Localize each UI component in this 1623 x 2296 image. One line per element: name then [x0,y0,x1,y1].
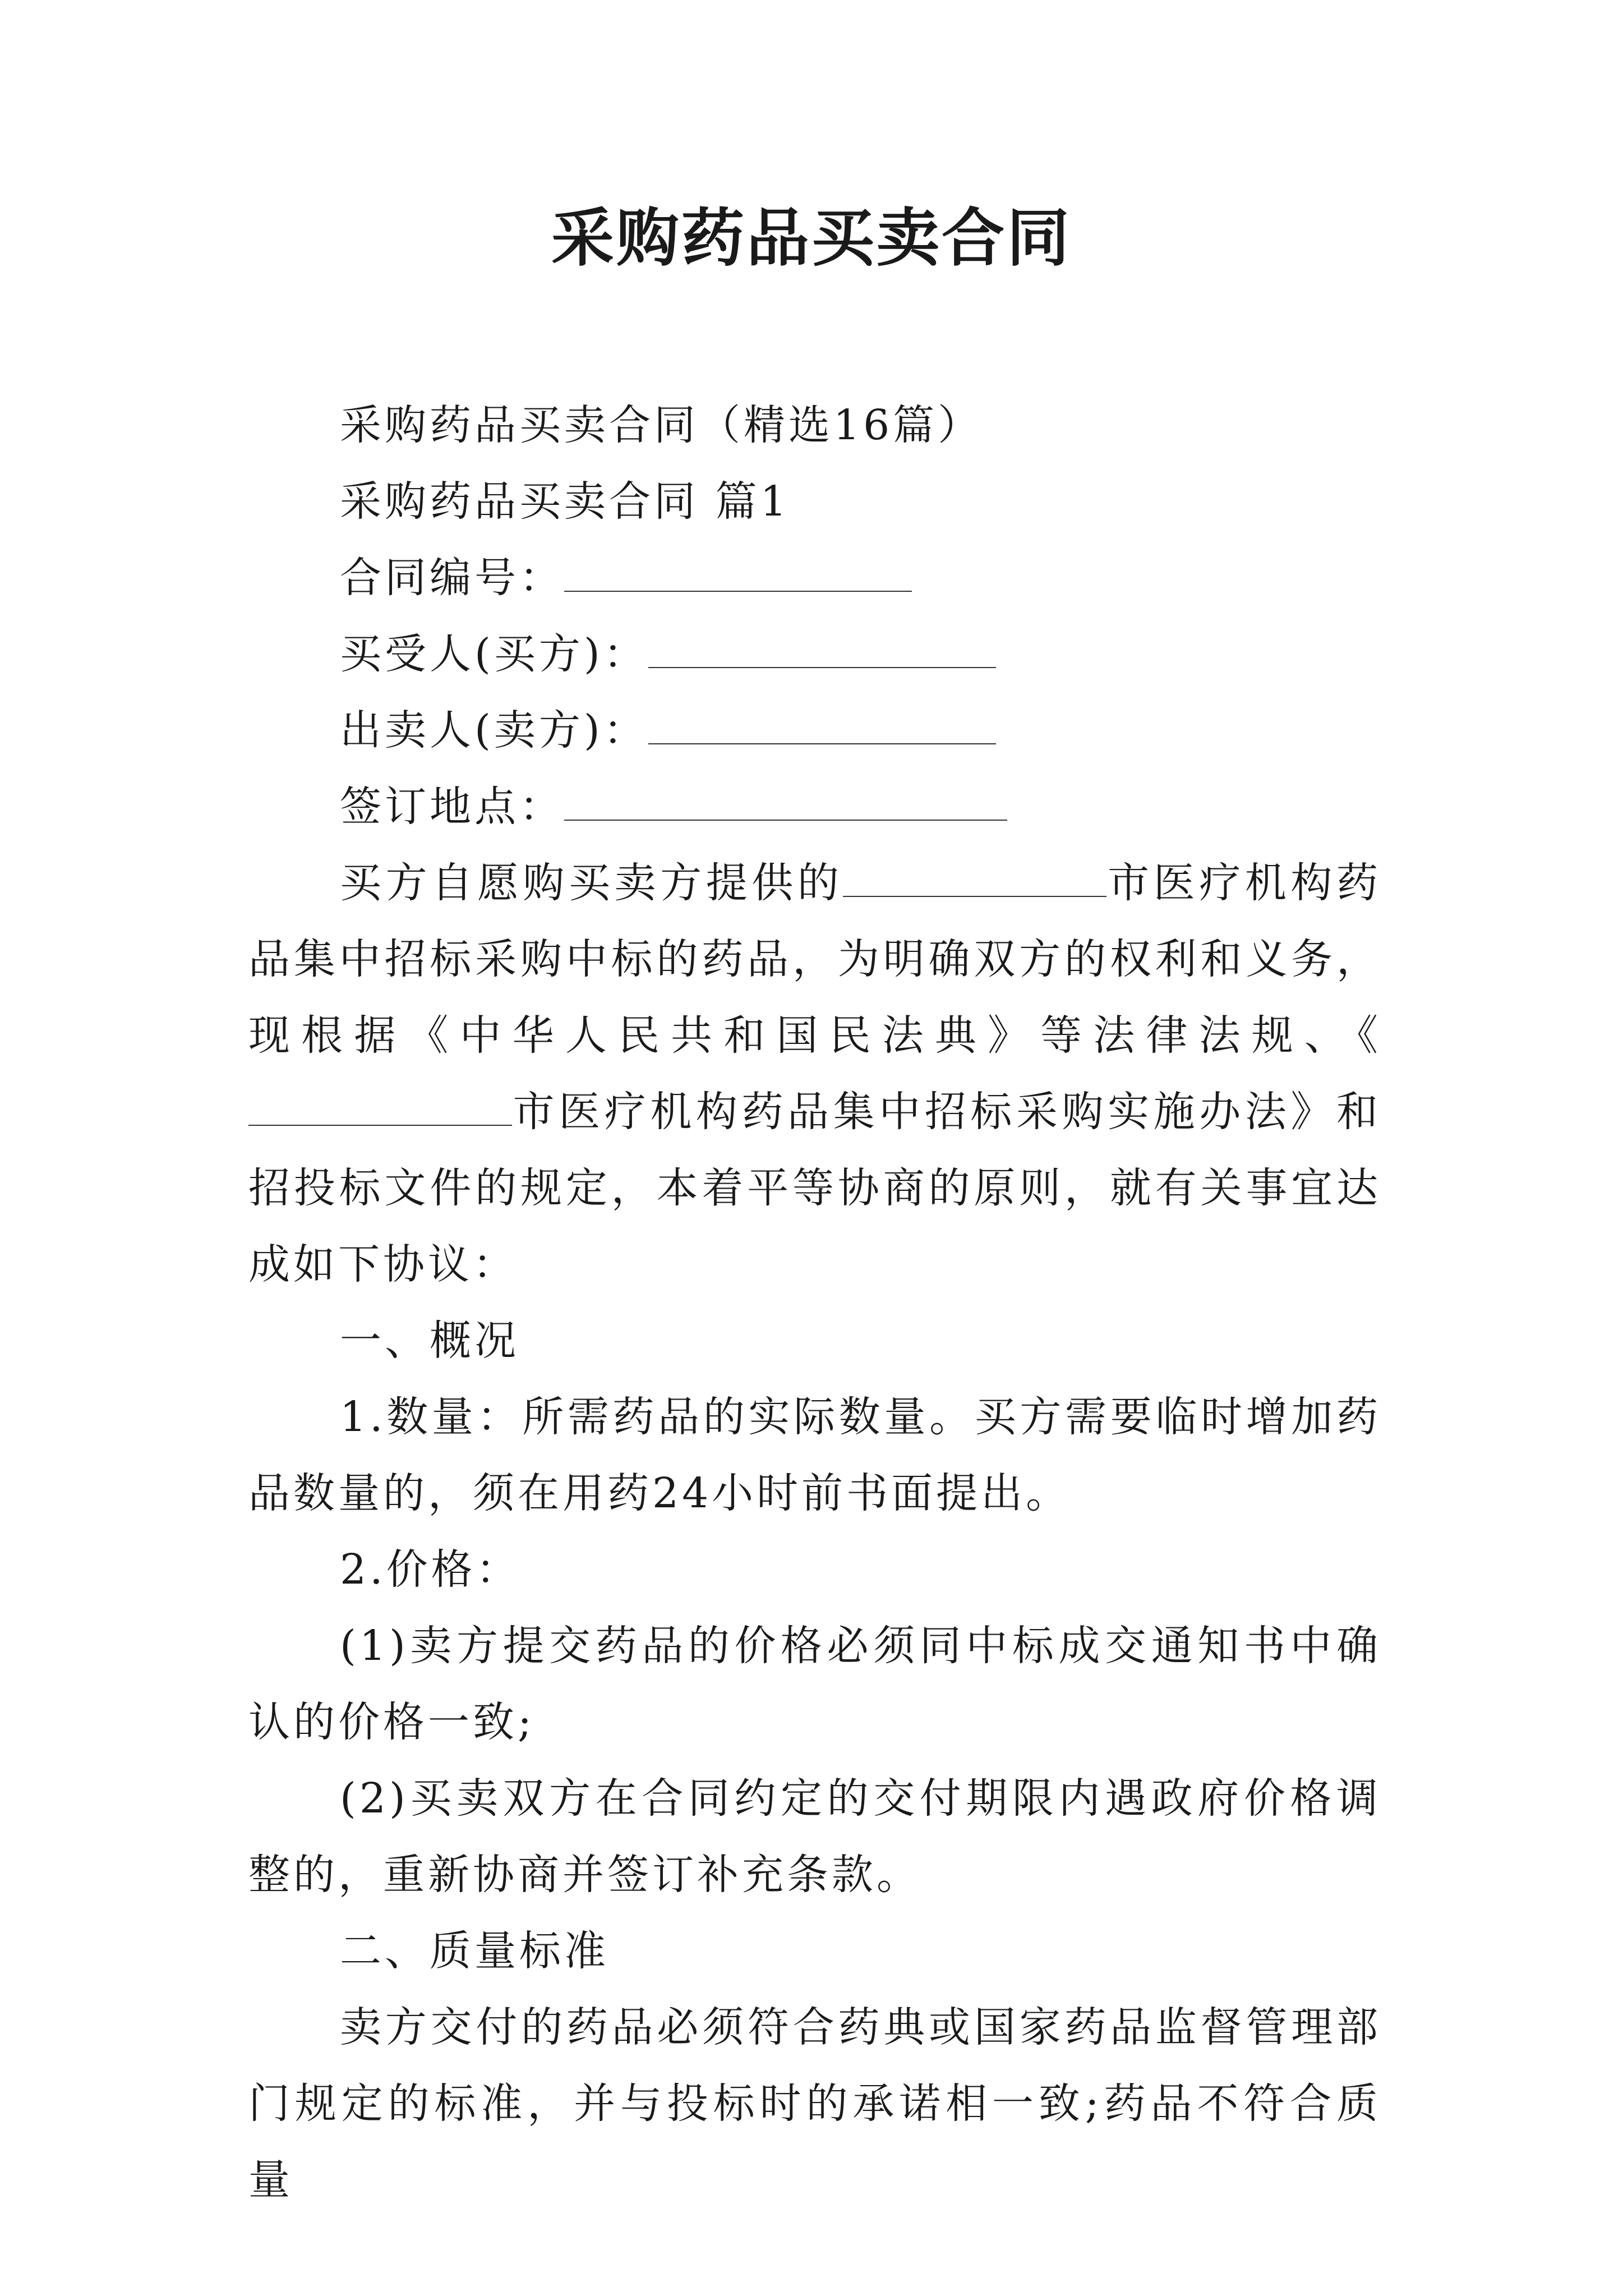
city-blank-2[interactable] [248,1091,512,1126]
heading-overview [248,1303,1381,1379]
document-body [248,387,1381,2218]
item-price [248,1531,1381,1608]
item-price-2 [248,1760,1381,1913]
item-quantity-text: 1.数量：所需药品的实际数量。买方需要临时增加药品数量的，须在用药24小时前书面提出。 [248,1393,1381,1517]
item-price-1-text: (1)卖方提交药品的价格必须同中标成交通知书中确认的价格一致; [248,1622,1381,1746]
contract-number-field[interactable] [564,557,912,592]
section-title-text: 采购药品买卖合同 篇1 [340,477,790,526]
document-title: 采购药品买卖合同 [551,201,1072,275]
quality-paragraph-text: 卖方交付的药品必须符合药典或国家药品监督管理部门规定的标准，并与投标时的承诺相一致;药品不符合质量 [248,2003,1381,2204]
buyer-label: 买受人(买方)： [340,630,648,678]
buyer-row [248,616,1381,692]
city-blank-1[interactable] [843,862,1106,897]
signing-place-label: 签订地点： [340,783,564,831]
heading-quality [248,1913,1381,1989]
item-price-2-text: (2)买卖双方在合同约定的交付期限内遇政府价格调整的，重新协商并签订补充条款。 [248,1774,1381,1899]
item-quantity [248,1379,1381,1531]
preamble-text-2: 市医疗机构药品集中招标采购中标的药品，为明确双方的权利和义务，现根据《中华人民共和国民法典》等法律法规、《 [248,859,1382,1060]
seller-row [248,692,1381,769]
seller-field[interactable] [648,710,996,744]
preamble [248,845,1381,1303]
item-price-1 [248,1608,1381,1760]
seller-label: 出卖人(卖方)： [340,706,648,754]
quality-paragraph [248,1989,1381,2218]
heading-overview-text: 一、概况 [340,1317,519,1365]
signing-place-row [248,769,1381,845]
buyer-field[interactable] [648,633,996,668]
preamble-text-3: 市医疗机构药品集中招标采购实施办法》和招投标文件的规定，本着平等协商的原则，就有关事宜达成如下协议： [248,1088,1381,1289]
heading-quality-text: 二、质量标准 [340,1927,609,1975]
item-price-text: 2.价格： [340,1545,521,1594]
subtitle [248,387,1381,463]
contract-number-row [248,540,1381,616]
section-title [248,463,1381,540]
contract-number-label: 合同编号： [340,554,564,602]
preamble-text-1: 买方自愿购买卖方提供的 [340,859,843,907]
subtitle-text: 采购药品买卖合同（精选16篇） [340,401,983,449]
signing-place-field[interactable] [564,786,1007,821]
